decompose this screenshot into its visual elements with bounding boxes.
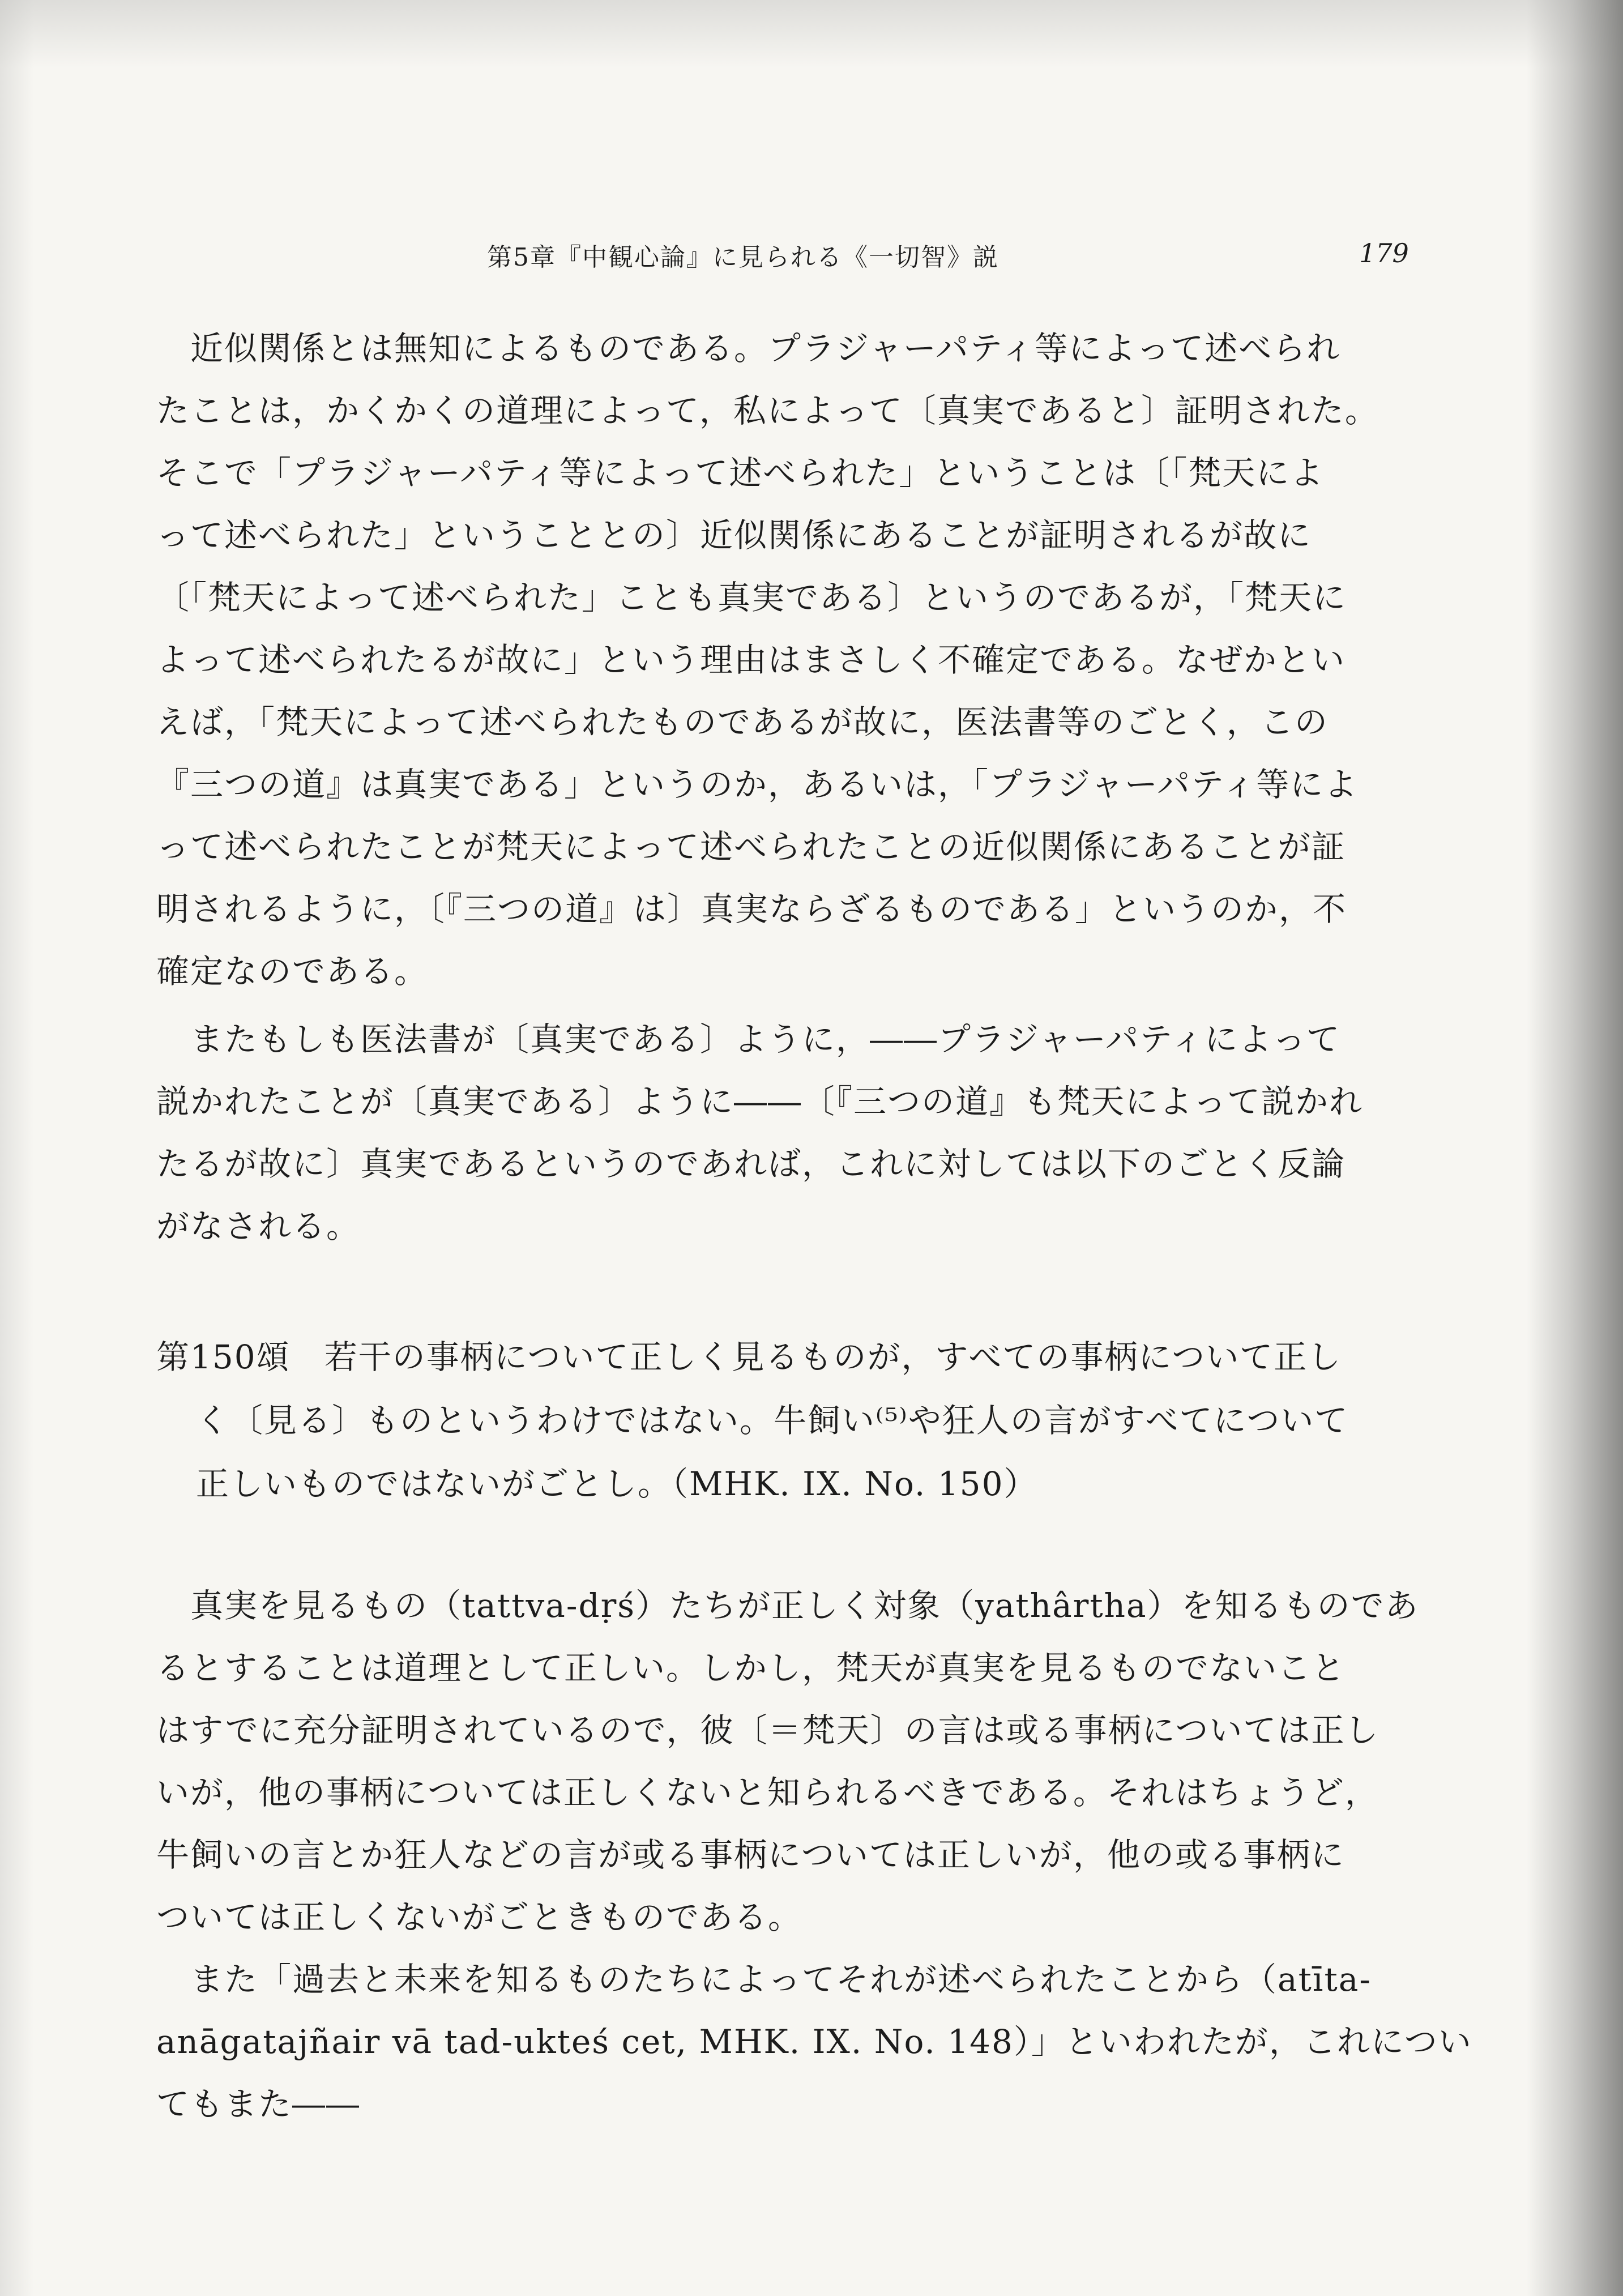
verse-line: く〔見る〕ものというわけではない。牛飼い⁽⁵⁾や狂人の言がすべてについて [196, 1401, 1349, 1440]
page-number: 179 [1359, 238, 1409, 268]
paragraph-1 [156, 317, 1447, 1002]
text-line: てもまた―― [156, 2085, 361, 2123]
text-line: 『三つの道』は真実である」というのか，あるいは，「プラジャーパティ等によ [156, 765, 1359, 804]
text-line: って述べられた」ということとの〕近似関係にあることが証明されるが故に [156, 516, 1312, 554]
text-line: たるが故に〕真実であるというのであれば，これに対しては以下のごとく反論 [156, 1145, 1346, 1183]
text-line: よって述べられたるが故に」という理由はまさしく不確定である。なぜかとい [156, 641, 1346, 679]
text-line: えば，「梵天によって述べられたものであるが故に，医法書等のごとく，この [156, 703, 1329, 741]
text-line: またもしも医法書が〔真実である〕ように，――プラジャーパティによって [156, 1020, 1341, 1059]
text-line: そこで「プラジャーパティ等によって述べられた」ということは〔「梵天によ [156, 454, 1325, 492]
text-line: ついては正しくないがごときものである。 [156, 1898, 802, 1936]
text-line: 〔「梵天によって述べられた」ことも真実である〕というのであるが，「梵天に [156, 578, 1347, 617]
text-line: また「過去と未来を知るものたちによってそれが述べられたことから（atīta- [156, 1960, 1372, 1999]
text-line: るとすることは道理として正しい。しかし，梵天が真実を見るものでないこと [156, 1649, 1346, 1687]
verse-150 [156, 1325, 1459, 1516]
text-line: って述べられたことが梵天によって述べられたことの近似関係にあることが証 [156, 827, 1346, 866]
text-line: 近似関係とは無知によるものである。プラジャーパティ等によって述べられ [156, 329, 1341, 368]
text-line: たことは，かくかくの道理によって，私によって〔真実であると〕証明された。 [156, 391, 1379, 430]
text-line: はすでに充分証明されているので，彼〔＝梵天〕の言は或る事柄については正し [156, 1711, 1379, 1749]
scan-shadow-left [0, 0, 34, 2296]
text-line: がなされる。 [156, 1207, 361, 1245]
text-line: 真実を見るもの（tattva-dṛś）たちが正しく対象（yathârtha）を知るものであ [156, 1586, 1419, 1625]
running-title: 第5章『中観心論』に見られる《一切智》説 [487, 243, 999, 272]
scan-shadow-top [0, 0, 1623, 68]
paragraph-4 [156, 1948, 1472, 2135]
text-line: anāgatajñair vā tad-ukteś cet, MHK. IX. No. 148）」といわれたが，これについ [156, 2022, 1472, 2061]
text-line: 確定なのである。 [156, 952, 429, 991]
paragraph-2 [156, 1008, 1447, 1257]
text-line: 説かれたことが〔真実である〕ように――〔『三つの道』も梵天によって説かれ [156, 1082, 1364, 1121]
text-line: 牛飼いの言とか狂人などの言が或る事柄については正しいが，他の或る事柄に [156, 1836, 1345, 1874]
verse-line: 正しいものではないがごとし。（MHK. IX. No. 150） [196, 1465, 1038, 1503]
text-line: いが，他の事柄については正しくないと知られるべきである。それはちょうど， [156, 1773, 1379, 1812]
text-line: 明されるように，〔『三つの道』は〕真実ならざるものである」というのか，不 [156, 890, 1347, 928]
paragraph-3 [156, 1574, 1447, 1948]
verse-line: 第150頌 若干の事柄について正しく見るものが，すべての事柄について正し [156, 1338, 1342, 1376]
scan-shadow-right [1527, 0, 1623, 2296]
